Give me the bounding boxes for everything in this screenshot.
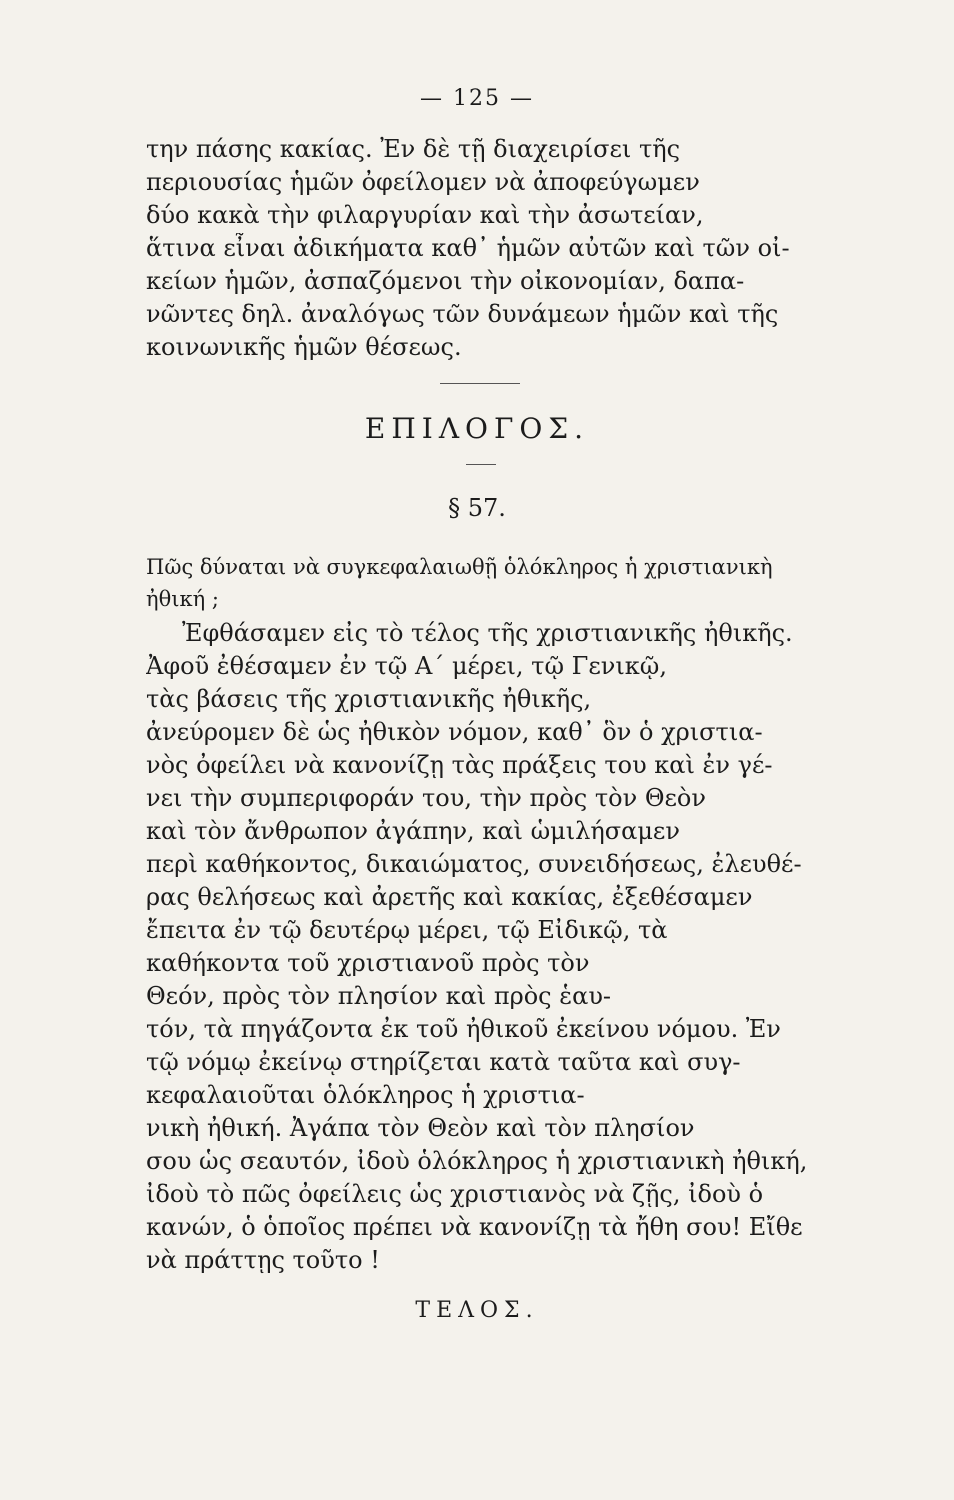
body-line: Ἐφθάσαμεν εἰς τὸ τέλος τῆς χριστιανικῆς ἠθικῆς. [182, 619, 793, 647]
divider-rule [440, 383, 520, 384]
intro-line: ἅτινα εἶναι ἀδικήματα καθ᾽ ἡμῶν αὐτῶν καὶ τῶν οἰ- [146, 234, 790, 262]
body-line: τόν, τὰ πηγάζοντα ἐκ τοῦ ἠθικοῦ ἐκείνου νόμου. Ἐν [146, 1015, 781, 1043]
page-number: — 125 — [420, 86, 534, 111]
body-line: καὶ τὸν ἄνθρωπον ἀγάπην, καὶ ὡμιλήσαμεν [146, 817, 680, 845]
title-underline [466, 464, 496, 465]
body-line: ἰδοὺ τὸ πῶς ὀφείλεις ὡς χριστιανὸς νὰ ζῇς, ἰδοὺ ὁ [146, 1180, 764, 1208]
body-line: τὰς βάσεις τῆς χριστιανικῆς ἠθικῆς, [146, 685, 592, 713]
body-line: νικὴ ἠθική. Ἀγάπα τὸν Θεὸν καὶ τὸν πλησίον [146, 1114, 695, 1142]
intro-line: νῶντες δηλ. ἀναλόγως τῶν δυνάμεων ἡμῶν καὶ τῆς [146, 300, 779, 328]
body-line: περὶ καθήκοντος, δικαιώματος, συνειδήσεως, ἐλευθέ- [146, 850, 802, 878]
question-line: Πῶς δύναται νὰ συγκεφαλαιωθῇ ὁλόκληρος ἡ χριστιανικὴ [146, 555, 773, 579]
intro-line: δύο κακὰ τὴν φιλαργυρίαν καὶ τὴν ἀσωτείαν, [146, 201, 704, 229]
body-line: ἔπειτα ἐν τῷ δευτέρῳ μέρει, τῷ Εἰδικῷ, τὰ [146, 916, 668, 944]
body-line: κανών, ὁ ὁποῖος πρέπει νὰ κανονίζῃ τὰ ἤθη σου! Εἴθε [146, 1213, 803, 1241]
body-line: νει τὴν συμπεριφοράν του, τὴν πρὸς τὸν Θεὸν [146, 784, 706, 812]
intro-line: κοινωνικῆς ἡμῶν θέσεως. [146, 333, 462, 361]
epilogue-title: ΕΠΙΛΟΓΟΣ. [364, 412, 590, 445]
body-line: νὸς ὀφείλει νὰ κανονίζῃ τὰς πράξεις του καὶ ἐν γέ- [146, 751, 773, 779]
body-line: ρας θελήσεως καὶ ἀρετῆς καὶ κακίας, ἐξεθέσαμεν [146, 883, 753, 911]
body-line: τῷ νόμῳ ἐκείνῳ στηρίζεται κατὰ ταῦτα καὶ συγ- [146, 1048, 741, 1076]
body-line: ἀνεύρομεν δὲ ὡς ἠθικὸν νόμον, καθ᾽ ὃν ὁ χριστια- [146, 718, 763, 746]
body-line: νὰ πράττῃς τοῦτο ! [146, 1246, 380, 1274]
intro-line: την πάσης κακίας. Ἐν δὲ τῇ διαχειρίσει τῆς [146, 135, 681, 163]
body-line: κεφαλαιοῦται ὁλόκληρος ἡ χριστια- [146, 1081, 585, 1109]
intro-line: κείων ἡμῶν, ἀσπαζόμενοι τὴν οἰκονομίαν, δαπα- [146, 267, 745, 295]
section-number: § 57. [448, 494, 506, 522]
end-text: ΤΕΛΟΣ. [415, 1298, 539, 1323]
body-line: Θεόν, πρὸς τὸν πλησίον καὶ πρὸς ἑαυ- [146, 982, 612, 1010]
intro-line: περιουσίας ἡμῶν ὀφείλομεν νὰ ἀποφεύγωμεν [146, 168, 700, 196]
body-line: καθήκοντα τοῦ χριστιανοῦ πρὸς τὸν [146, 949, 590, 977]
body-line: σου ὡς σεαυτόν, ἰδοὺ ὁλόκληρος ἡ χριστιανικὴ ἠθική, [146, 1147, 808, 1175]
question-line: ἠθική ; [146, 587, 219, 611]
body-line: Ἀφοῦ ἐθέσαμεν ἐν τῷ Α΄ μέρει, τῷ Γενικῷ, [146, 652, 667, 680]
